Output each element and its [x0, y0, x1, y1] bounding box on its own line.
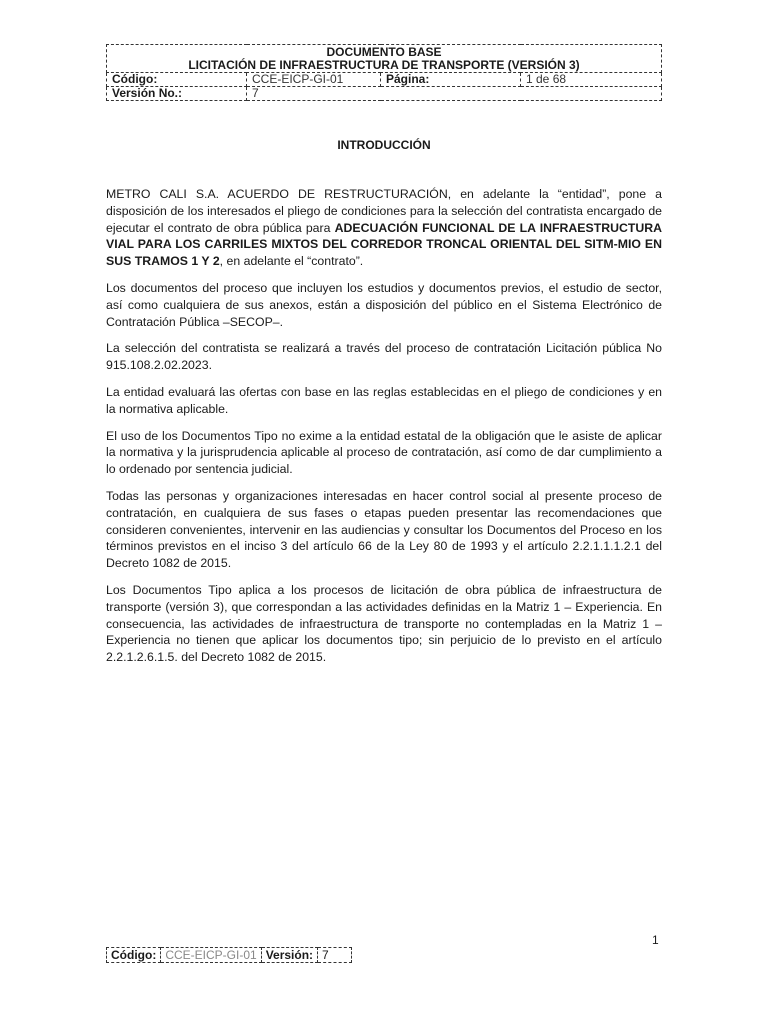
footer-codigo-label: Código:: [107, 948, 161, 963]
header-title-line1: DOCUMENTO BASE: [326, 45, 442, 59]
document-footer-table: [106, 947, 352, 963]
footer-version-value: 7: [318, 948, 352, 963]
section-title: INTRODUCCIÓN: [337, 138, 431, 152]
header-title: [107, 45, 662, 73]
paragraph-1: [106, 186, 662, 270]
paragraph-1-text-b: , en adelante el “contrato”.: [219, 254, 364, 269]
header-codigo-value: CCE-EICP-GI-01: [247, 73, 381, 87]
footer-codigo-value: CCE-EICP-GI-01: [161, 948, 261, 963]
document-body: [106, 186, 662, 676]
header-version-value: 7: [247, 87, 662, 101]
paragraph-3: La selección del contratista se realizará a través del proceso de contratación Licitación pública No 915.108.2.02.2023.: [106, 341, 662, 373]
paragraph-5: El uso de los Documentos Tipo no exime a la entidad estatal de la obligación que le asiste de aplicar la normativa y la jurisprudencia aplicable al proceso de contratación, así como de dar cumplimiento a lo ordenado por sentencia judicial.: [106, 428, 662, 477]
paragraph-1-text-a: METRO CALI S.A. ACUERDO DE RESTRUCTURACIÓN, en adelante la “entidad”, pone a disposición de los interesados el pliego de condiciones para la selección del contratista encargado de ejecutar el contrato de obra pública para: [106, 187, 662, 235]
paragraph-7: Los Documentos Tipo aplica a los procesos de licitación de obra pública de infraestructura de transporte (versión 3), que correspondan a las actividades definidas en la Matriz 1 – Experiencia. En consecuencia, las actividades de infraestructura de transporte no contempladas en la Matriz 1 – Experiencia no tienen que aplicar los documentos tipo; sin perjuicio de lo previsto en el artículo 2.2.1.2.6.1.5. del Decreto 1082 de 2015.: [106, 582, 662, 665]
header-pagina-label: Página:: [381, 73, 521, 87]
header-pagina-value: 1 de 68: [521, 73, 662, 87]
paragraph-1-contract-object: ADECUACIÓN FUNCIONAL DE LA INFRAESTRUCTURA VIAL PARA LOS CARRILES MIXTOS DEL CORREDOR TRONCAL ORIENTAL DEL SITM-MIO EN SUS TRAMOS 1 Y 2: [106, 220, 662, 269]
document-header-table: [106, 44, 662, 101]
footer-version-label: Versión:: [261, 948, 317, 963]
paragraph-2: Los documentos del proceso que incluyen los estudios y documentos previos, el estudio de sector, así como cualquiera de sus anexos, están a disposición del público en el Sistema Electrónico de Contratación Pública –SECOP–.: [106, 280, 662, 329]
header-title-line2: LICITACIÓN DE INFRAESTRUCTURA DE TRANSPORTE (VERSIÓN 3): [188, 58, 580, 72]
page-number: 1: [652, 933, 659, 947]
header-version-label: Versión No.:: [107, 87, 247, 101]
paragraph-6: Todas las personas y organizaciones interesadas en hacer control social al presente proceso de contratación, en cualquiera de sus fases o etapas pueden presentar las recomendaciones que consideren convenientes, intervenir en las audiencias y consultar los Documentos del Proceso en los términos previstos en el inciso 3 del artículo 66 de la Ley 80 de 1993 y el artículo 2.2.1.1.1.2.1 del Decreto 1082 de 2015.: [106, 488, 662, 571]
header-codigo-label: Código:: [107, 73, 247, 87]
paragraph-4: La entidad evaluará las ofertas con base en las reglas establecidas en el pliego de condiciones y en la normativa aplicable.: [106, 384, 662, 416]
